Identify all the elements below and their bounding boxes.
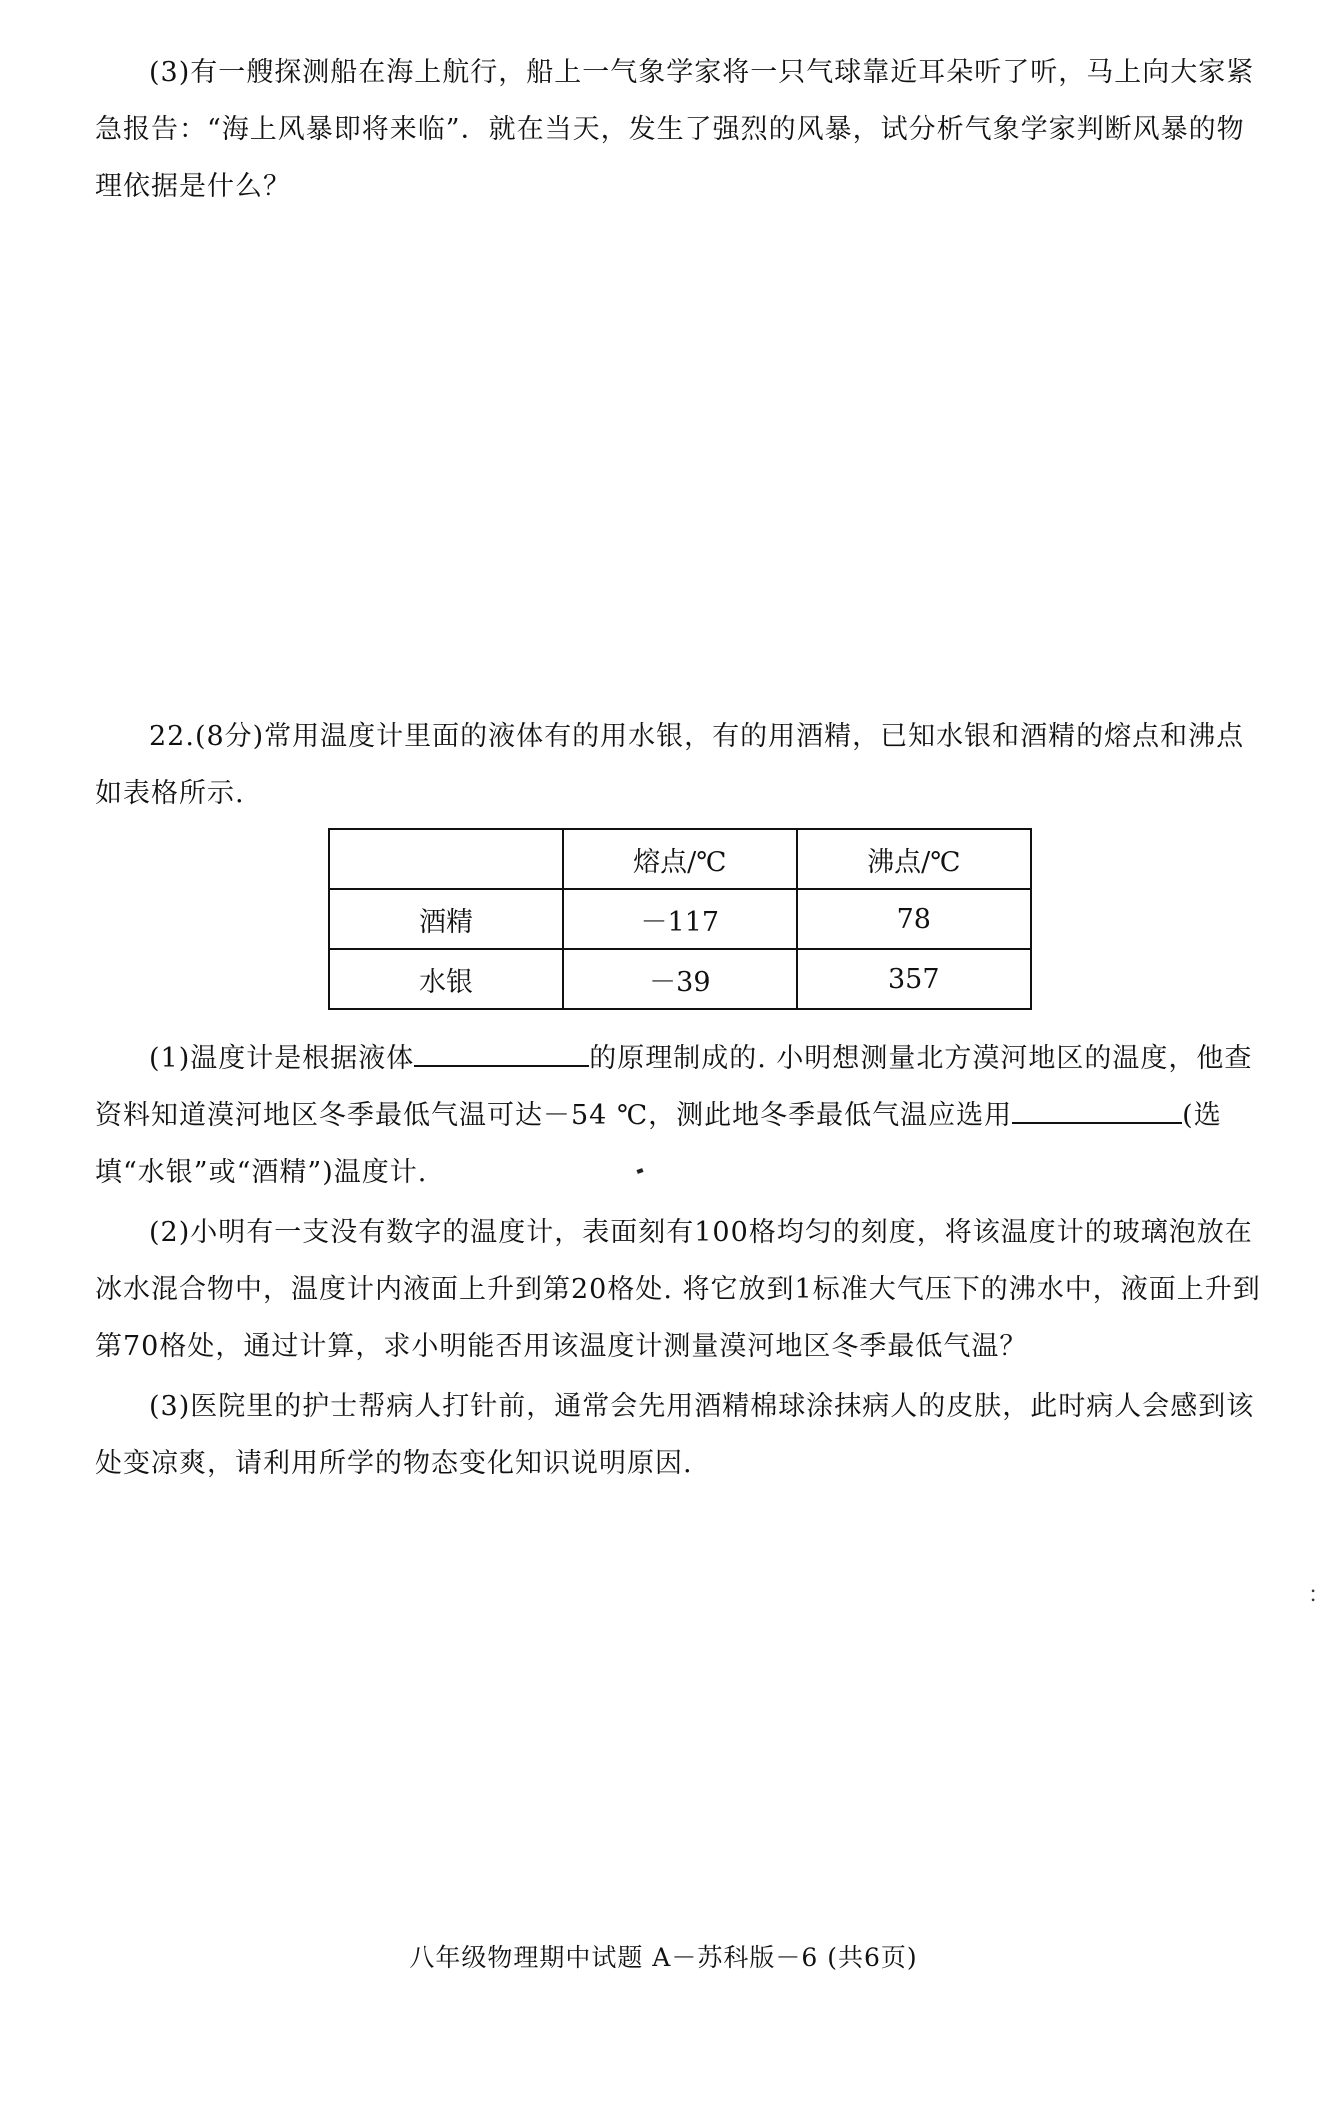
answer-blank-1[interactable] (414, 1039, 589, 1067)
table-header-cell: 熔点/℃ (563, 829, 796, 889)
q22-part1-text-b: 的原理制成的. 小明想测量北方漠河地区的温度，他查资料知道漠河地区冬季最低气温可达－54 ℃，测此地冬季最低气温应选用 (95, 1043, 1253, 1131)
q22-intro: 22.(8分)常用温度计里面的液体有的用水银，有的用酒精，已知水银和酒精的熔点和沸点如表格所示. (95, 721, 1245, 809)
table-header-row (329, 829, 1031, 889)
table-cell: 78 (797, 889, 1031, 949)
q22-part1-text-c: (选填“水银”或“酒精”)温度计. (95, 1100, 1222, 1188)
q21-part3-text: (3)有一艘探测船在海上航行，船上一气象学家将一只气球靠近耳朵听了听，马上向大家紧急报告：“海上风暴即将来临”．就在当天，发生了强烈的风暴，试分析气象学家判断风暴的物理依据是什么？ (95, 57, 1255, 202)
margin-mark: ： (1308, 1583, 1330, 1608)
answer-blank-2[interactable] (1012, 1096, 1182, 1124)
table-header-cell: 沸点/℃ (797, 829, 1031, 889)
page-footer: 八年级物理期中试题 A－苏科版－6 (共6页) (409, 1943, 918, 1972)
q22-part1-text-a: (1)温度计是根据液体 (149, 1043, 415, 1074)
q22-part2: (2)小明有一支没有数字的温度计，表面刻有100格均匀的刻度，将该温度计的玻璃泡放在冰水混合物中，温度计内液面上升到第20格处. 将它放到1标准大气压下的沸水中，液面上升到第70格处，通过计算，求小明能否用该温度计测量漠河地区冬季最低气温？ (95, 1217, 1261, 1362)
table-header-cell (329, 829, 563, 889)
table-cell: 357 (797, 949, 1031, 1009)
table-cell: 水银 (329, 949, 563, 1009)
table-row (329, 949, 1031, 1009)
table-cell: 酒精 (329, 889, 563, 949)
q22-part1 (95, 1030, 1270, 1201)
q22-part3: (3)医院里的护士帮病人打针前，通常会先用酒精棉球涂抹病人的皮肤，此时病人会感到该处变凉爽，请利用所学的物态变化知识说明原因. (95, 1391, 1255, 1479)
table-row (329, 889, 1031, 949)
melting-boiling-table (328, 828, 1032, 1010)
table-cell: －39 (563, 949, 796, 1009)
table-cell: －117 (563, 889, 796, 949)
